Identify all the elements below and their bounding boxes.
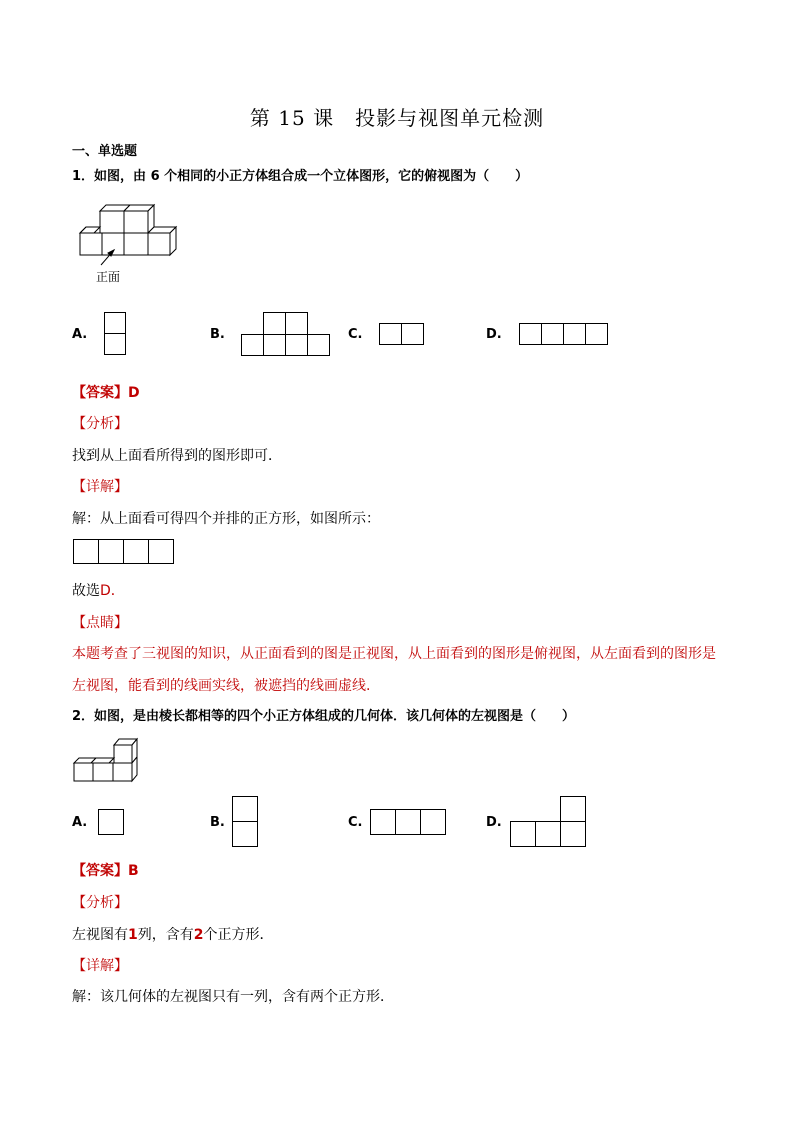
q2-option-a-figure (98, 809, 126, 837)
q1-detail-tag: 【详解】 (72, 479, 128, 495)
q1-comment-tag: 【点睛】 (72, 615, 128, 631)
q1-option-d-label: D. (486, 327, 502, 342)
question-1-stem: 1．如图，由 6 个相同的小正方体组合成一个立体图形，它的俯视图为（ ） (72, 169, 529, 184)
analysis-pre: 左视图有 (72, 927, 128, 943)
section-heading: 一、单选题 (72, 144, 138, 159)
analysis-mid: 列，含有 (137, 927, 194, 943)
q2-option-d-label: D. (486, 815, 502, 830)
conclusion-value: D． (100, 583, 125, 599)
q2-option-c-label: C. (348, 815, 363, 830)
q1-detail-figure (73, 539, 177, 565)
q1-solid-figure (78, 204, 178, 262)
q1-option-c-figure (379, 323, 427, 347)
q2-option-d-figure (510, 796, 588, 850)
q1-option-b-figure (241, 312, 333, 358)
analysis-number-2: 2 (193, 927, 204, 943)
answer-tag: 【答案】 (72, 863, 128, 879)
q2-option-b-figure (232, 796, 260, 850)
q1-detail-text: 解：从上面看可得四个并排的正方形，如图所示： (72, 511, 380, 527)
q1-figure-label: 正面 (96, 270, 121, 284)
conclusion-pre: 故选 (72, 583, 100, 599)
q2-option-a-label: A. (72, 815, 88, 830)
answer-tag: 【答案】 (72, 385, 128, 401)
q1-analysis-text: 找到从上面看所得到的图形即可． (72, 448, 282, 464)
q1-option-c-label: C. (348, 327, 363, 342)
q1-comment-line-2: 左视图，能看到的线画实线，被遮挡的线画虚线. (72, 678, 371, 694)
q1-conclusion (72, 580, 125, 600)
q2-option-b-label: B. (210, 815, 225, 830)
page-title: 第 15 课 投影与视图单元检测 (249, 106, 545, 130)
q1-option-a-figure (104, 312, 128, 356)
q2-analysis-text (72, 924, 274, 944)
analysis-number-1: 1 (128, 927, 138, 943)
q1-comment-line-1: 本题考查了三视图的知识，从正面看到的图是正视图，从上面看到的图形是俯视图，从左面看到的图形是 (72, 646, 716, 662)
q1-analysis-tag: 【分析】 (72, 416, 128, 432)
answer-value: D (128, 385, 140, 401)
question-2-stem: 2．如图，是由棱长都相等的四个小正方体组成的几何体．该几何体的左视图是（ ） (72, 709, 576, 724)
q2-option-c-figure (370, 809, 448, 837)
q2-detail-tag: 【详解】 (72, 958, 128, 974)
q2-analysis-tag: 【分析】 (72, 895, 128, 911)
q2-answer (72, 860, 139, 880)
q2-detail-text: 解：该几何体的左视图只有一列，含有两个正方形． (72, 989, 394, 1005)
q1-option-a-label: A. (72, 327, 88, 342)
q1-option-d-figure (519, 323, 611, 347)
q2-solid-figure (73, 738, 145, 786)
q1-option-b-label: B. (210, 327, 225, 342)
answer-value: B (128, 863, 139, 879)
analysis-post: 个正方形． (203, 927, 274, 943)
q1-answer (72, 382, 140, 402)
